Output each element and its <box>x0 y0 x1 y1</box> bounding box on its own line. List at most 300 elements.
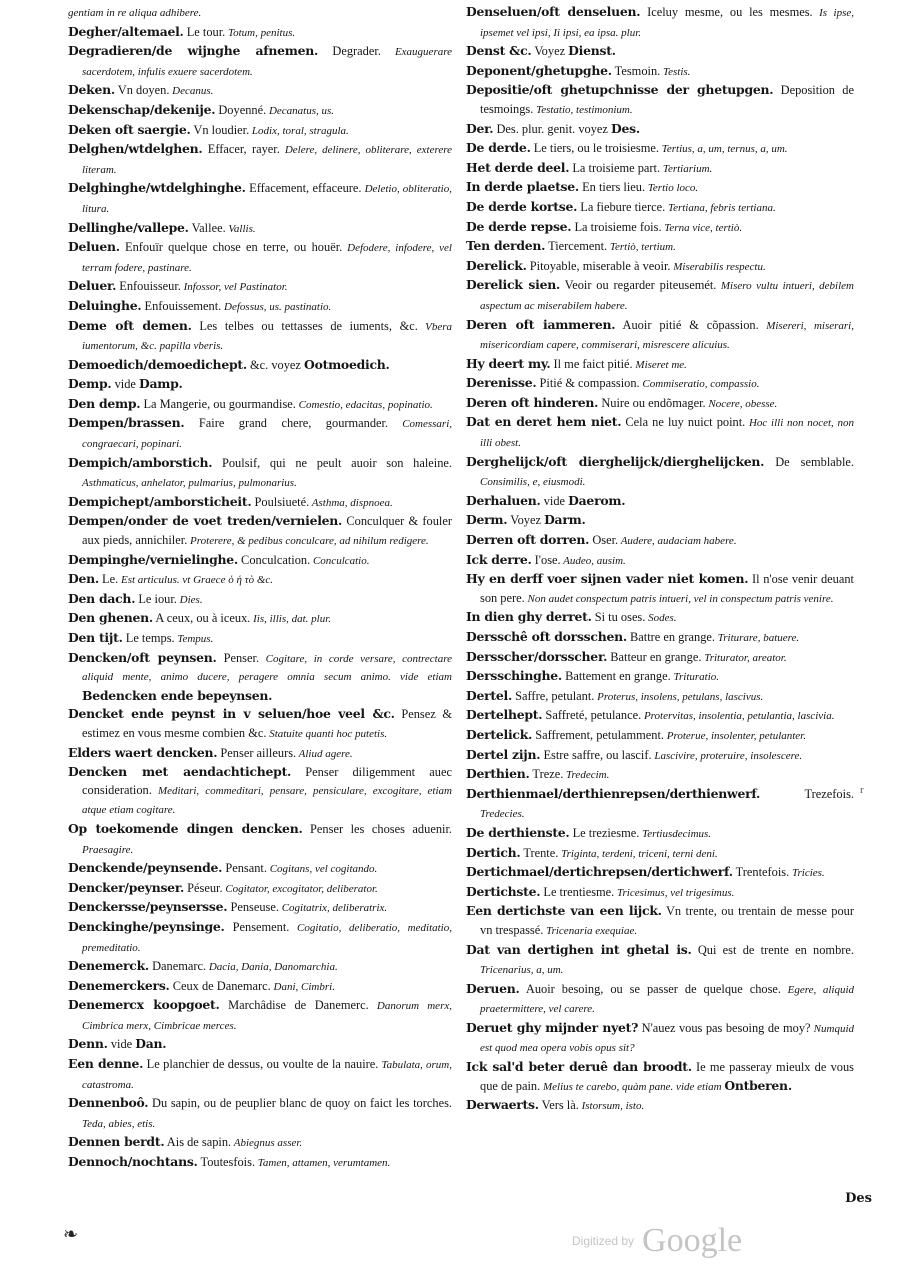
dictionary-entry <box>466 198 854 218</box>
definition: Treze. <box>529 767 564 782</box>
headword: Deluen. <box>68 239 120 255</box>
dictionary-entry <box>68 493 452 513</box>
latin-gloss: Asthmaticus, anhelator, pulmarius, pulmonarius. <box>82 477 297 490</box>
headword: Deponent/ghetupghe. <box>466 62 612 78</box>
dictionary-entry <box>68 609 452 629</box>
cross-reference: Ontberen. <box>724 1077 792 1093</box>
cross-reference: Dienst. <box>568 43 616 59</box>
definition: En tiers lieu. <box>578 180 646 195</box>
dictionary-entry <box>466 726 854 746</box>
definition: Saffrement, petulamment. <box>532 727 665 742</box>
dictionary-entry <box>466 1019 854 1058</box>
dictionary-entry <box>68 879 452 899</box>
latin-gloss: Misereri, miserari, misericordiam capere, commiserari, misrescere alicuius. <box>480 319 854 352</box>
headword: Deruen. <box>466 980 520 996</box>
latin-gloss: Praesagire. <box>82 843 134 856</box>
dictionary-entry <box>68 1133 452 1153</box>
headword: In dien ghy derret. <box>466 609 592 625</box>
latin-gloss: Miserabilis respectu. <box>670 260 766 273</box>
latin-gloss: Exauguerare sacerdotem, infulis exuere sacerdotem. <box>82 46 452 78</box>
dictionary-entry <box>68 898 452 918</box>
headword: Dersschê oft dorsschen. <box>466 629 627 644</box>
dictionary-entry <box>466 178 854 198</box>
headword: Degradieren/de wijnghe afnemen. <box>68 43 319 59</box>
headword: Derelick sien. <box>466 277 561 293</box>
definition: Trentefois. <box>732 865 790 880</box>
latin-gloss: Conculcatio. <box>310 554 370 567</box>
headword: Depositie/oft ghetupchnisse der ghetupgen. <box>466 82 774 98</box>
definition: Nuire ou endõmager. <box>598 395 706 410</box>
dictionary-entry <box>68 395 452 415</box>
dictionary-entry <box>68 649 452 706</box>
headword: Dencket ende peynst in v seluen/hoe veel &c. <box>68 706 395 722</box>
dictionary-entry <box>68 1153 452 1173</box>
definition: Penseuse. <box>227 900 279 915</box>
dictionary-entry <box>68 101 452 121</box>
headword: Derthienmael/derthienrepsen/derthienwerf. <box>466 785 761 801</box>
latin-gloss: Nocere, obesse. <box>705 397 778 410</box>
latin-gloss: Sodes. <box>645 612 677 625</box>
dictionary-entry <box>466 902 854 940</box>
dictionary-entry <box>68 918 452 957</box>
definition: Trente. <box>520 845 559 860</box>
definition: Cela ne luy nuict point. <box>621 415 746 430</box>
latin-gloss: Cogitans, vel cogitando. <box>266 863 378 876</box>
definition: Saffre, petulant. <box>512 688 595 703</box>
latin-gloss: Tredecim. <box>563 769 610 782</box>
latin-gloss: Decanus. <box>169 85 214 98</box>
dictionary-entry <box>466 570 854 608</box>
headword: Dencker/peynser. <box>68 879 185 895</box>
headword: Delghinghe/wtdelghinghe. <box>68 180 246 196</box>
dictionary-entry <box>466 980 854 1019</box>
dictionary-entry <box>466 62 854 82</box>
headword: Den dach. <box>68 590 136 606</box>
dictionary-entry <box>68 763 452 820</box>
digitized-footer <box>572 1222 742 1260</box>
definition: A ceux, ou à iceux. <box>152 611 251 626</box>
definition: N'auez vous pas besoing de moy? <box>638 1020 811 1035</box>
latin-gloss: Decanatus, us. <box>266 104 335 117</box>
headword: Deluer. <box>68 278 117 294</box>
dictionary-entry <box>466 765 854 785</box>
dictionary-entry <box>466 824 854 844</box>
dictionary-entry <box>466 42 854 62</box>
dictionary-entry <box>466 120 854 140</box>
latin-gloss: Vallis. <box>225 222 256 235</box>
headword: Dertelhept. <box>466 707 543 723</box>
definition: Batteur en grange. <box>607 649 702 664</box>
definition: Poulsif, qui ne peult auoir son haleine. <box>212 455 452 470</box>
definition: Penser ailleurs. <box>217 745 297 760</box>
dictionary-entry <box>466 648 854 668</box>
dictionary-entry <box>68 570 452 590</box>
cross-reference: Des. <box>611 120 640 136</box>
dictionary-entry <box>466 1058 854 1096</box>
dictionary-entry <box>466 394 854 414</box>
latin-gloss: Is ipse, ipsemet vel ipsi, Ii ipsi, ea ipsa. plur. <box>480 7 854 39</box>
dictionary-entry <box>466 844 854 864</box>
headword: Dekenschap/dekenije. <box>68 101 216 117</box>
dictionary-entry <box>466 492 854 512</box>
dictionary-entry <box>466 941 854 980</box>
headword: Denckende/peynsende. <box>68 860 223 876</box>
definition: Pensement. <box>224 919 290 934</box>
headword: Dertel. <box>466 687 513 703</box>
dictionary-entry <box>466 746 854 766</box>
headword: Deren oft iammeren. <box>466 316 616 332</box>
latin-gloss: Dani, Cimbri. <box>270 980 335 993</box>
definition: Penser diligemment auec consideration. <box>82 765 452 797</box>
headword: Deme oft demen. <box>68 317 192 333</box>
headword: Dencken/oft peynsen. <box>68 649 217 665</box>
headword: Derenisse. <box>466 375 537 391</box>
headword: Derm. <box>466 512 508 528</box>
dictionary-entry <box>68 140 452 179</box>
latin-gloss: Tricenaria exequiae. <box>543 924 638 937</box>
definition: Danemarc. <box>149 959 207 974</box>
latin-gloss: Commiseratio, compassio. <box>639 378 760 391</box>
headword: Dempich/amborstich. <box>68 454 213 470</box>
headword: Hy deert my. <box>466 355 551 371</box>
definition: I'ose. <box>531 552 561 567</box>
latin-gloss: Infossor, vel Pastinator. <box>180 281 288 294</box>
latin-gloss: Dacia, Dania, Danomarchia. <box>206 961 338 974</box>
latin-gloss: Non audet conspectum patris intueri, vel in conspectum patris venire. <box>524 592 834 605</box>
headword: Denseluen/oft denseluen. <box>466 4 641 19</box>
dictionary-entry <box>68 859 452 879</box>
digitized-by-text: Digitized by <box>572 1234 635 1248</box>
latin-gloss: Protervitas, insolentia, petulantia, lascivia. <box>641 710 835 723</box>
headword: Een dertichste van een lijck. <box>466 903 662 919</box>
definition: Marchâdise de Danemerc. <box>219 998 369 1013</box>
stray-mark: r <box>860 784 864 796</box>
latin-gloss: Tertiusdecimus. <box>639 827 712 840</box>
dictionary-entry <box>68 996 452 1035</box>
headword: Dersscher/dorsscher. <box>466 648 608 664</box>
latin-gloss: Defodere, infodere, vel terram fodere, pastinare. <box>82 242 452 274</box>
dictionary-entry <box>466 3 854 42</box>
latin-gloss: Aliud agere. <box>296 747 353 760</box>
latin-gloss: Istorsum, isto. <box>578 1100 645 1113</box>
latin-gloss: Misero vultu intueri, debilem aspectum ac miserabilem habere. <box>480 280 854 312</box>
latin-gloss: Dies. <box>176 593 203 606</box>
dictionary-entry <box>68 121 452 141</box>
headword: Dertich. <box>466 844 521 860</box>
latin-gloss: Audeo, ausim. <box>560 554 626 567</box>
definition: La fiebure tierce. <box>577 199 666 214</box>
headword: Dertelick. <box>466 726 533 742</box>
definition: Les telbes ou tettasses de iuments, &c. <box>191 318 418 333</box>
headword: Het derde deel. <box>466 159 570 175</box>
definition: Vn trente, ou trentain de messe pour vn trespassé. <box>480 904 854 937</box>
headword: Denemerck. <box>68 958 149 974</box>
dictionary-entry <box>466 276 854 315</box>
headword: Derwaerts. <box>466 1097 539 1113</box>
definition: Vn doyen. <box>114 83 170 98</box>
cross-reference: Bedencken ende bepeynsen. <box>82 687 273 703</box>
dictionary-entry <box>466 453 854 492</box>
headword: Ick derre. <box>466 551 532 567</box>
definition: vide <box>540 493 569 508</box>
definition: Le iour. <box>135 591 177 606</box>
dictionary-entry <box>466 81 854 119</box>
latin-gloss: Tertius, a, um, ternus, a, um. <box>659 143 788 156</box>
dictionary-entry <box>466 257 854 277</box>
dictionary-entry <box>68 454 452 493</box>
latin-gloss: Trituratio. <box>670 671 720 684</box>
dictionary-entry <box>466 667 854 687</box>
definition: Tiercement. <box>545 239 608 254</box>
latin-gloss: Cogitatio, deliberatio, meditatio, premeditatio. <box>82 921 452 954</box>
headword: Dertel zijn. <box>466 746 541 762</box>
headword: Dersschinghe. <box>466 668 562 684</box>
latin-gloss: Tamen, attamen, verumtamen. <box>255 1157 391 1170</box>
headword: Der. <box>466 120 494 136</box>
google-logo: Google <box>642 1222 743 1259</box>
headword: Op toekomende dingen dencken. <box>68 820 303 836</box>
dictionary-entry <box>466 159 854 179</box>
latin-gloss: Lodix, toral, stragula. <box>249 124 349 137</box>
dictionary-entry <box>68 1055 452 1094</box>
definition: Le tiers, ou le troisiesme. <box>530 141 659 156</box>
latin-gloss: Consimilis, e, eiusmodi. <box>480 476 586 489</box>
latin-gloss: Cogitatrix, deliberatrix. <box>278 902 388 915</box>
dictionary-entry <box>68 219 452 239</box>
headword: Dertichmael/dertichrepsen/dertichwerf. <box>466 864 733 880</box>
latin-gloss: Proterus, insolens, petulans, lascivus. <box>594 690 764 703</box>
cross-reference: Ootmoedich. <box>304 356 390 372</box>
definition: Enfouissement. <box>141 298 222 313</box>
definition: Penser les choses aduenir. <box>302 821 452 836</box>
headword: Dennenboô. <box>68 1095 149 1111</box>
definition: Ais de sapin. <box>164 1135 232 1150</box>
definition: Trezefois. <box>760 786 854 801</box>
dictionary-entry <box>466 413 854 452</box>
latin-gloss: Tertiarium. <box>660 162 713 175</box>
definition: Effacer, rayer. <box>202 142 280 157</box>
headword: Den demp. <box>68 395 141 411</box>
dictionary-entry <box>68 179 452 218</box>
latin-gloss: Statuite quanti hoc putetis. <box>266 727 388 740</box>
headword: Deken oft saergie. <box>68 121 191 137</box>
right-column <box>466 3 854 1116</box>
definition: Auoir pitié & cõpassion. <box>615 317 759 332</box>
headword: Denst &c. <box>466 43 532 59</box>
headword: Dennen berdt. <box>68 1134 165 1150</box>
headword: Den ghenen. <box>68 610 153 626</box>
latin-gloss: Triturator, areator. <box>701 651 787 664</box>
headword: Een denne. <box>68 1056 144 1072</box>
headword: Den. <box>68 571 99 587</box>
dictionary-entry <box>466 1096 854 1116</box>
headword: Deren oft hinderen. <box>466 394 599 410</box>
definition: Conculcation. <box>237 552 311 567</box>
headword: Deruet ghy mijnder nyet? <box>466 1019 639 1035</box>
dictionary-entry <box>68 375 452 395</box>
headword: Dellinghe/vallepe. <box>68 219 189 235</box>
headword: Denckersse/peynsersse. <box>68 899 228 915</box>
headword: In derde plaetse. <box>466 179 579 195</box>
definition: Tesmoin. <box>611 63 661 78</box>
dictionary-entry <box>68 629 452 649</box>
latin-gloss: Deletio, obliteratio, litura. <box>82 183 452 215</box>
definition: vide <box>107 1037 136 1052</box>
latin-gloss: Lascivire, proteruire, insolescere. <box>651 749 803 762</box>
definition: Péseur. <box>184 880 223 895</box>
headword: Dempen/brassen. <box>68 415 185 431</box>
dictionary-entry <box>68 277 452 297</box>
latin-gloss: Est articulus. vt Graece ὁ ἡ τὸ &c. <box>118 574 274 587</box>
dictionary-entry <box>68 297 452 317</box>
definition: Saffreté, petulance. <box>542 708 642 723</box>
definition: Faire grand chere, gourmander. <box>184 416 389 431</box>
headword: Demp. <box>68 376 112 392</box>
headword: Deluinghe. <box>68 297 142 313</box>
headword: Dertichste. <box>466 883 541 899</box>
cross-reference: Dan. <box>135 1036 167 1052</box>
definition: Veoir ou regarder piteusemét. <box>560 278 717 293</box>
definition: Le treziesme. <box>569 825 640 840</box>
latin-gloss: Totum, penitus. <box>225 26 296 39</box>
dictionary-entry <box>466 237 854 257</box>
definition: vide <box>111 377 139 392</box>
latin-gloss: Tertiò, tertium. <box>607 241 676 254</box>
definition: Conculquer & fouler aux pieds, annichiler. <box>82 514 452 548</box>
latin-gloss: Tricies. <box>789 867 825 880</box>
headword: De derde kortse. <box>466 198 578 214</box>
dictionary-entry <box>68 3 452 23</box>
definition: Effacement, effaceure. <box>245 181 362 196</box>
definition: Toutesfois. <box>197 1155 256 1170</box>
latin-gloss: Testis. <box>660 65 691 78</box>
definition: Il n'ose venir deuant son pere. <box>480 572 854 605</box>
latin-gloss: Terna vice, tertiò. <box>661 221 743 234</box>
latin-gloss: Egere, aliquid praetermittere, vel carere. <box>480 983 854 1016</box>
dictionary-entry <box>466 687 854 707</box>
dictionary-entry <box>466 608 854 628</box>
headword: Dempen/onder de voet treden/vernielen. <box>68 513 343 529</box>
dictionary-entry <box>466 218 854 238</box>
definition: Estre saffre, ou lascif. <box>540 747 652 762</box>
dictionary-entry <box>466 551 854 571</box>
dictionary-entry <box>466 785 854 824</box>
latin-gloss: Delere, delinere, obliterare, exterere literam. <box>82 144 452 176</box>
definition: Poulsiueté. <box>251 494 310 509</box>
headword: Denemercx koopgoet. <box>68 997 220 1013</box>
headword: Dempichept/amborsticheit. <box>68 493 252 509</box>
headword: Denemerckers. <box>68 977 170 993</box>
definition: Battement en grange. <box>562 669 671 684</box>
definition: La troisieme part. <box>569 160 661 175</box>
headword: Dennoch/nochtans. <box>68 1154 198 1170</box>
definition: La troisieme fois. <box>571 219 662 234</box>
latin-gloss: Tricesimus, vel trigesimus. <box>614 886 735 899</box>
definition: Vn loudier. <box>190 122 250 137</box>
headword: Demoedich/demoedichept. <box>68 356 247 372</box>
dictionary-entry <box>68 820 452 859</box>
dictionary-entry <box>466 628 854 648</box>
latin-gloss: Miseret me. <box>632 358 687 371</box>
headword: Denckinghe/peynsinge. <box>68 918 225 934</box>
headword: Ten derden. <box>466 238 546 254</box>
dictionary-entry <box>466 139 854 159</box>
latin-gloss: Tricenarius, a, um. <box>480 964 564 977</box>
definition: Le tour. <box>183 24 226 39</box>
cross-reference: Daerom. <box>568 492 626 508</box>
latin-gloss: Tertiana, febris tertiana. <box>665 201 776 214</box>
latin-gloss: Proterue, insolenter, petulanter. <box>664 729 806 742</box>
latin-gloss: Triginta, terdeni, triceni, terni deni. <box>558 847 718 860</box>
dictionary-entry <box>466 316 854 355</box>
headword: Degher/altemael. <box>68 23 184 39</box>
dictionary-entry <box>68 42 452 81</box>
dictionary-entry <box>68 744 452 764</box>
definition: Battre en grange. <box>626 630 715 644</box>
dictionary-entry <box>466 883 854 903</box>
dictionary-entry <box>68 414 452 453</box>
definition: Voyez <box>531 44 569 59</box>
definition: Pitoyable, miserable à veoir. <box>526 258 671 273</box>
latin-gloss: Cogitator, excogitator, deliberator. <box>222 882 378 895</box>
headword: De derde. <box>466 140 531 156</box>
definition: Qui est de trente en nombre. <box>691 942 854 957</box>
latin-gloss: Iis, illis, dat. plur. <box>250 613 332 626</box>
headword: Dencken met aendachtichept. <box>68 764 292 780</box>
headword: Deken. <box>68 82 115 98</box>
headword: Derthien. <box>466 766 530 782</box>
definition: La Mangerie, ou gourmandise. <box>140 396 296 411</box>
latin-gloss: Teda, abies, etis. <box>82 1117 156 1130</box>
dictionary-entry <box>68 512 452 550</box>
definition: Ceux de Danemarc. <box>169 978 271 993</box>
latin-gloss: Tredecies. <box>480 808 525 821</box>
headword: Derren oft dorren. <box>466 532 590 548</box>
latin-gloss: gentiam in re aliqua adhibere. <box>68 7 202 19</box>
headword: Derghelijck/oft dierghelijck/dierghelijcken. <box>466 453 765 469</box>
headword: Derhaluen. <box>466 492 541 508</box>
headword: Denn. <box>68 1036 108 1052</box>
dictionary-entry <box>68 356 452 376</box>
dictionary-entry <box>68 317 452 356</box>
dictionary-entry <box>466 511 854 531</box>
dictionary-entry <box>68 551 452 571</box>
definition: Le temps. <box>122 631 175 645</box>
definition: Iceluy mesme, ou les mesmes. <box>640 5 813 19</box>
definition: Vers là. <box>538 1098 579 1113</box>
dictionary-entry <box>68 705 452 743</box>
latin-gloss: Danorum merx, Cimbrica merx, Cimbricae merces. <box>82 1000 452 1032</box>
definition: Auoir besoing, ou se passer de quelque chose. <box>519 981 782 996</box>
definition: Si tu oses. <box>591 610 646 625</box>
dictionary-entry <box>466 706 854 726</box>
latin-gloss: Melius te carebo, quàm pane. vide etiam <box>540 1080 725 1093</box>
definition: Degrader. <box>318 44 381 59</box>
dictionary-entry <box>466 374 854 394</box>
definition: Ie me passeray mieulx de vous que de pain. <box>480 1060 855 1093</box>
definition: Le. <box>98 572 119 587</box>
headword: De derthienste. <box>466 824 570 840</box>
latin-gloss: Tabulata, orum, catastroma. <box>82 1059 452 1091</box>
dictionary-entry <box>68 977 452 997</box>
latin-gloss: Testatio, testimonium. <box>533 103 633 116</box>
left-column <box>68 3 452 1173</box>
definition: Le planchier de dessus, ou voulte de la nauire. <box>143 1057 379 1072</box>
definition: Pensez & estimez en vous mesme combien &c. <box>82 707 452 740</box>
headword: Hy en derff voer sijnen vader niet komen. <box>466 571 749 587</box>
headword: Delghen/wtdelghen. <box>68 141 203 157</box>
definition: Deposition de tesmoings. <box>480 83 854 116</box>
